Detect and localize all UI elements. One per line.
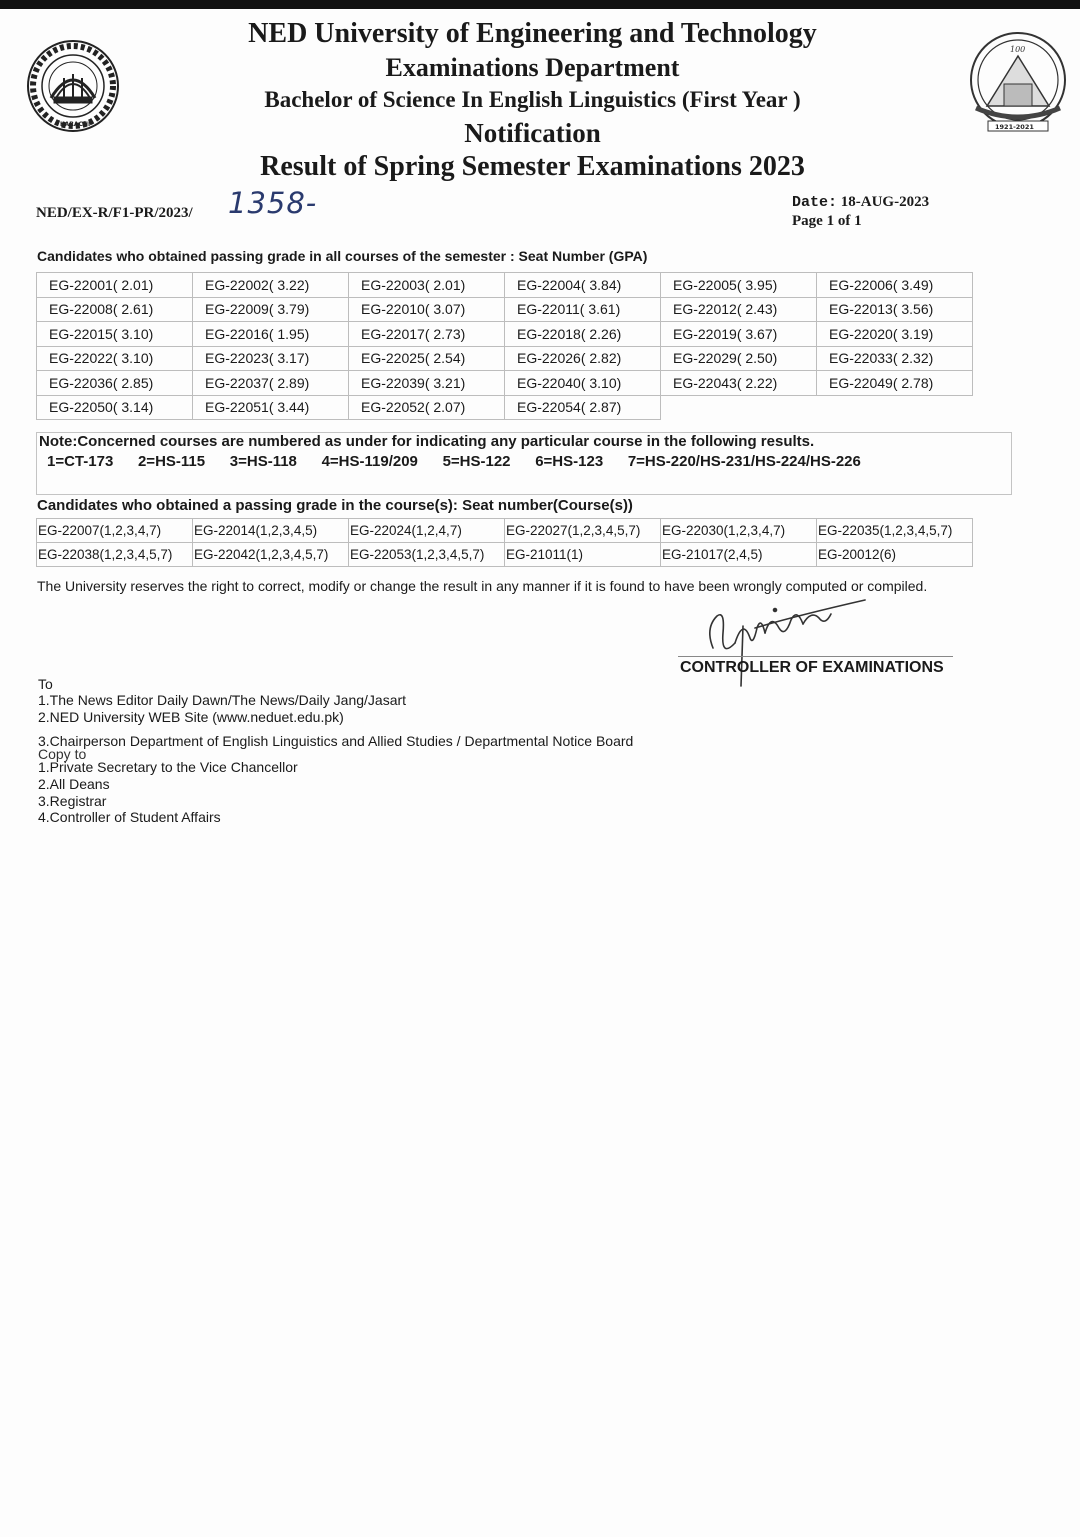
date-label: Date: [792, 194, 838, 211]
svg-text:KARACHI: KARACHI [60, 121, 91, 128]
result-cell: EG-22005( 3.95) [661, 273, 817, 298]
result-cell: EG-22043( 2.22) [661, 371, 817, 396]
to-item: 1.The News Editor Daily Dawn/The News/Daily Jang/Jasart [38, 692, 407, 708]
note-title: Note:Concerned courses are numbered as under for indicating any particular course in the following results. [39, 433, 815, 450]
result-cell: EG-22006( 3.49) [817, 273, 973, 298]
copy-to-label: Copy to [38, 746, 87, 762]
result-cell: EG-22017( 2.73) [349, 322, 505, 347]
empty-cell [661, 395, 817, 420]
result-cell: EG-22016( 1.95) [193, 322, 349, 347]
copy-item: 1.Private Secretary to the Vice Chancellor [38, 759, 298, 775]
result-cell: EG-22004( 3.84) [505, 273, 661, 298]
table-row [37, 395, 973, 420]
result-cell: EG-22037( 2.89) [193, 371, 349, 396]
department-name: Examinations Department [385, 53, 680, 82]
course-legend: 1=CT-173 2=HS-115 3=HS-118 4=HS-119/209 5=HS-122 6=HS-123 7=HS-220/HS-231/HS-224/HS-226 [47, 453, 861, 470]
to-label: To [38, 676, 53, 692]
result-cell: EG-22029( 2.50) [661, 346, 817, 371]
result-cell: EG-22020( 3.19) [817, 322, 973, 347]
table-row [37, 346, 973, 371]
signature-line [678, 656, 953, 657]
result-cell: EG-22053(1,2,3,4,5,7) [349, 543, 505, 567]
result-cell: EG-22008( 2.61) [37, 297, 193, 322]
centenary-logo [962, 26, 1074, 138]
result-cell: EG-22054( 2.87) [505, 395, 661, 420]
result-cell: EG-22019( 3.67) [661, 322, 817, 347]
result-cell: EG-22013( 3.56) [817, 297, 973, 322]
result-cell: EG-22003( 2.01) [349, 273, 505, 298]
top-edge-bar [0, 0, 1080, 9]
result-cell: EG-22038(1,2,3,4,5,7) [37, 543, 193, 567]
result-cell: EG-22049( 2.78) [817, 371, 973, 396]
copy-item: 2.All Deans [38, 776, 110, 792]
gpa-results-table [36, 272, 973, 420]
result-cell: EG-22027(1,2,3,4,5,7) [505, 519, 661, 543]
university-seal-logo [18, 38, 128, 133]
result-cell: EG-22039( 3.21) [349, 371, 505, 396]
result-cell: EG-22014(1,2,3,4,5) [193, 519, 349, 543]
result-title: Result of Spring Semester Examinations 2023 [260, 151, 805, 182]
disclaimer-text: The University reserves the right to correct, modify or change the result in any manner if it is found to have been wrongly computed or compiled. [37, 578, 928, 594]
result-cell: EG-20012(6) [817, 543, 973, 567]
result-cell: EG-22035(1,2,3,4,5,7) [817, 519, 973, 543]
result-cell: EG-21017(2,4,5) [661, 543, 817, 567]
result-cell: EG-22026( 2.82) [505, 346, 661, 371]
all-pass-section-title: Candidates who obtained passing grade in all courses of the semester : Seat Number (GPA) [37, 248, 648, 264]
program-name: Bachelor of Science In English Linguistics (First Year ) [264, 87, 801, 112]
result-cell: EG-22033( 2.32) [817, 346, 973, 371]
table-row [37, 322, 973, 347]
result-cell: EG-22018( 2.26) [505, 322, 661, 347]
course-note-box [36, 432, 1012, 495]
result-cell: EG-21011(1) [505, 543, 661, 567]
result-cell: EG-22030(1,2,3,4,7) [661, 519, 817, 543]
table-row [37, 519, 973, 543]
result-cell: EG-22042(1,2,3,4,5,7) [193, 543, 349, 567]
to-item: 3.Chairperson Department of English Linguistics and Allied Studies / Departmental Notice Board [38, 733, 634, 749]
date-value: 18-AUG-2023 [840, 194, 930, 210]
result-cell: EG-22010( 3.07) [349, 297, 505, 322]
result-cell: EG-22022( 3.10) [37, 346, 193, 371]
result-cell: EG-22025( 2.54) [349, 346, 505, 371]
result-cell: EG-22001( 2.01) [37, 273, 193, 298]
table-row [37, 371, 973, 396]
result-cell: EG-22007(1,2,3,4,7) [37, 519, 193, 543]
page-number: Page 1 of 1 [792, 213, 862, 229]
course-results-table [36, 518, 973, 567]
empty-cell [817, 395, 973, 420]
result-cell: EG-22009( 3.79) [193, 297, 349, 322]
result-cell: EG-22011( 3.61) [505, 297, 661, 322]
result-cell: EG-22051( 3.44) [193, 395, 349, 420]
result-cell: EG-22052( 2.07) [349, 395, 505, 420]
result-cell: EG-22023( 3.17) [193, 346, 349, 371]
result-cell: EG-22015( 3.10) [37, 322, 193, 347]
handwritten-reference-number: 1358- [228, 186, 318, 220]
reference-prefix: NED/EX-R/F1-PR/2023/ [36, 205, 193, 221]
svg-text:1921-2021: 1921-2021 [995, 123, 1034, 131]
partial-pass-section-title: Candidates who obtained a passing grade in the course(s): Seat number(Course(s)) [37, 497, 633, 514]
result-cell: EG-22012( 2.43) [661, 297, 817, 322]
table-row [37, 297, 973, 322]
to-item: 2.NED University WEB Site (www.neduet.edu.pk) [38, 709, 344, 725]
copy-item: 3.Registrar [38, 793, 107, 809]
table-row [37, 273, 973, 298]
result-cell: EG-22040( 3.10) [505, 371, 661, 396]
result-cell: EG-22024(1,2,4,7) [349, 519, 505, 543]
controller-title: CONTROLLER OF EXAMINATIONS [680, 659, 944, 676]
copy-item: 4.Controller of Student Affairs [38, 809, 221, 825]
date-block [792, 193, 929, 231]
notification-heading: Notification [464, 118, 601, 148]
result-cell: EG-22002( 3.22) [193, 273, 349, 298]
svg-text:100: 100 [1010, 45, 1026, 54]
university-name: NED University of Engineering and Technology [248, 18, 817, 49]
result-cell: EG-22036( 2.85) [37, 371, 193, 396]
result-cell: EG-22050( 3.14) [37, 395, 193, 420]
table-row [37, 543, 973, 567]
